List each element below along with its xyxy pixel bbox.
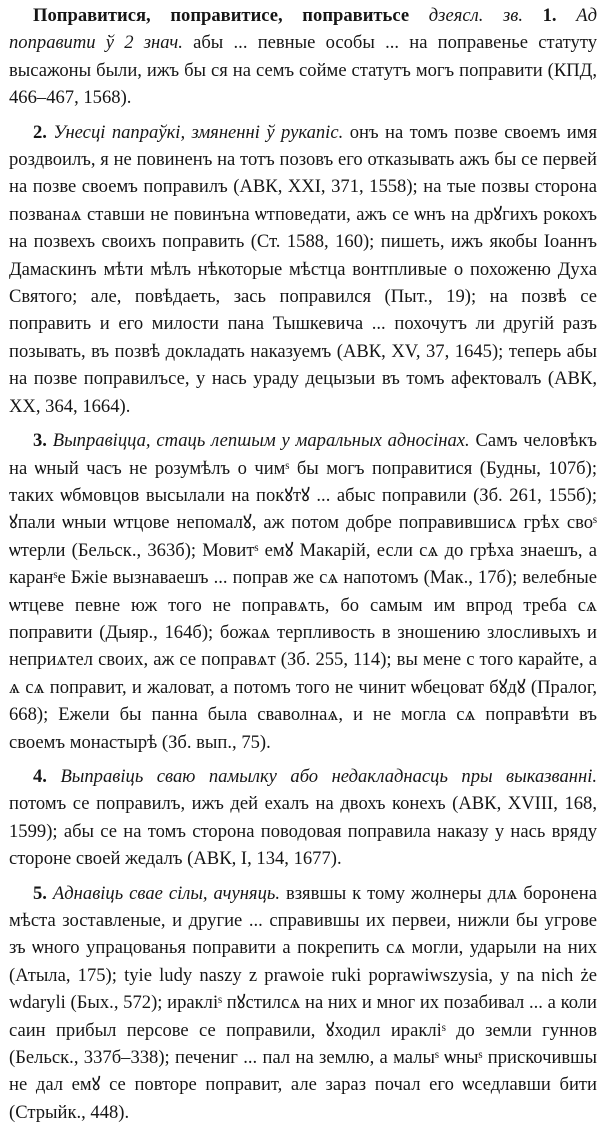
entry-sense-2 [9, 119, 597, 420]
grammar-label: дзеясл. зв. [428, 5, 523, 26]
headword: Поправитися, поправитисе, поправитьсе [33, 5, 410, 26]
sense-gloss: Ад поправити ў 2 знач. [9, 5, 597, 54]
entry-sense-1 [9, 2, 597, 112]
sense-gloss: Выправіцца, стаць лепшым у маральных адносінах. [52, 430, 470, 452]
entry-sense-5 [9, 880, 597, 1127]
entry-sense-3 [9, 427, 597, 756]
sense-number: 2. [33, 121, 47, 143]
sense-number: 5. [33, 882, 47, 904]
sense-gloss: Выправіць сваю памылку або недакладнасць пры выказванні. [60, 765, 598, 787]
sense-citations: взявшы к тому жолнеры длѧ боронена мѣста зоставленые, и другие ... справившы их первеи, нижли бы угрове зъ ѡного упрацованья поправити а покрепить сѧ могли, ударыли на них (Атыла, 175); tyie ludy naszy z prawoie ruki poprawiwszysia, у na nich że wdaryli (Бых., 572); иракліˢ пꙋстилсѧ на них и мног их позабивал ... а коли саин прибыл персове се поправили, ꙋходил иракліˢ до земли гуннов (Бельск., 337б–338); печениг ... пал на землю, а малыˢ ѡныˢ прискочившы не дал емꙋ се повторе поправит, але зараз почал его ѡседлавши бити (Стрыйк., 448). [9, 882, 597, 1123]
entry-sense-4 [9, 763, 597, 873]
sense-citations: абы ... певные особы ... на поправенье статуту высажоны были, ижъ бы ся на семъ сойме статутъ могъ поправити (КПД, 466–467, 1568). [9, 32, 597, 109]
sense-citations: потомъ се поправилъ, ижъ дей ехалъ на двохъ конехъ (АВК, XVIII, 168, 1599); абы се на томъ сторона поводовая поправила наказу у нась вряду стороне своей жедалъ (АВК, I, 134, 1677). [9, 793, 597, 870]
sense-gloss: Унесці папраўкі, змяненні ў рукапіс. [53, 121, 344, 143]
dictionary-page [9, 2, 597, 1126]
sense-citations: онъ на томъ позве своемъ имя роздвоилъ, я не повиненъ на тотъ позовъ его отказывать ажъ бы се первей на позве своемъ поправилъ (АВК, XXI, 371, 1558); на тые позвы сторона позванаѧ ставши не повинъна ѡтповедати, ажъ се ѡнъ на дрꙋгихъ рокохъ на позвехъ своихъ поправить (Ст. 1588, 160); пишеть, ижъ якобы Іоаннъ Дамаскинъ мѣти мѣлъ нѣкоторые мѣстца вонтпливые о похоженю Духа Святого; але, повѣдаеть, зась поправился (Пыт., 19); на позвѣ се поправить и его милости пана Тышкевича ... похочутъ ли другій разъ позывать, въ позвѣ докладать наказуемъ (АВК, XV, 37, 1645); теперь абы на позве поправилъсе, у нась ураду децызыи въ томъ афектовалъ (АВК, XX, 364, 1664). [9, 121, 598, 417]
sense-number: 1. [542, 5, 557, 26]
sense-number: 3. [33, 430, 47, 452]
sense-citations: Самъ человѣкъ на ѡный часъ не розумѣлъ о чимˢ бы могъ поправитися (Будны, 107б); таких ѡбмовцов высылали на покꙋтꙋ ... абыс поправили (Зб. 261, 155б); ꙋпали ѡныи ѡтцове непомалꙋ, аж потом добре поправившисѧ грѣх своˢ ѡтерли (Бельск., 363б); Мовитˢ емꙋ Макарій, если сѧ до грѣха знаешъ, а каранˢе Бжіе вызнаваешъ ... поправ же сѧ напотомъ (Мак., 17б); велебные ѡтцеве певне юж того не поправѧть, бо самым им впрод треба сѧ поправити (Дыяр., 164б); божаѧ терпливость в зношению злосливыхъ и неприѧтел своих, аж се поправѧт (Зб. 255, 114); вы мене с того карайте, а ѧ сѧ поправит, и жаловат, а потомъ того не чинит ѡбецоват бꙋдꙋ (Пралог, 668); Ежели бы панна была сваволнаѧ, и не могла сѧ поправѣти въ своемъ монастырѣ (Зб. вып., 75). [9, 430, 598, 753]
sense-number: 4. [33, 765, 47, 787]
sense-gloss: Аднавіць свае сілы, ачуняць. [52, 882, 280, 904]
